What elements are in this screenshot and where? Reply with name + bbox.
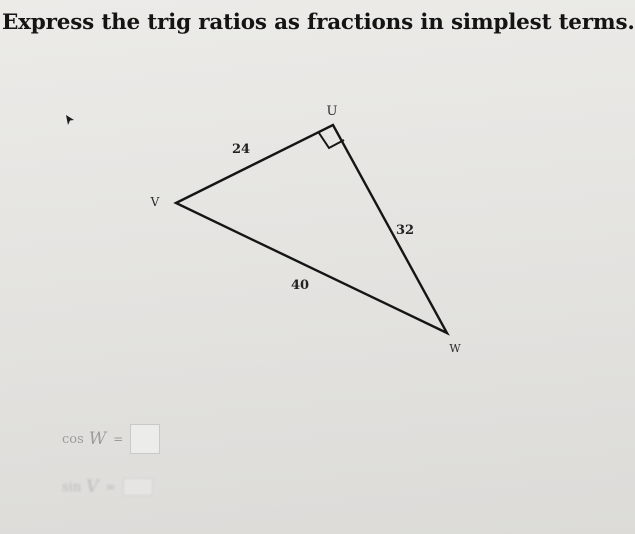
answer-row-sin-v [62,477,153,497]
vertex-label-u: U [326,104,338,119]
vertex-label-v: V [150,195,160,209]
question-title: Express the trig ratios as fractions in simplest terms. [2,10,635,35]
function-label: sin [62,479,82,495]
cos-w-answer-input[interactable] [130,424,160,454]
sin-v-answer-input[interactable] [123,478,153,496]
side-label-uv: 24 [231,142,251,157]
variable-label: V [86,477,99,497]
equals-sign: = [113,432,124,446]
function-label: cos [62,431,84,447]
answer-row-cos-w [62,424,160,454]
side-label-uw: 32 [395,223,415,238]
variable-label: W [88,429,107,449]
side-label-vw: 40 [290,278,310,293]
equals-sign: = [105,480,116,494]
vertex-label-w: W [449,342,461,355]
